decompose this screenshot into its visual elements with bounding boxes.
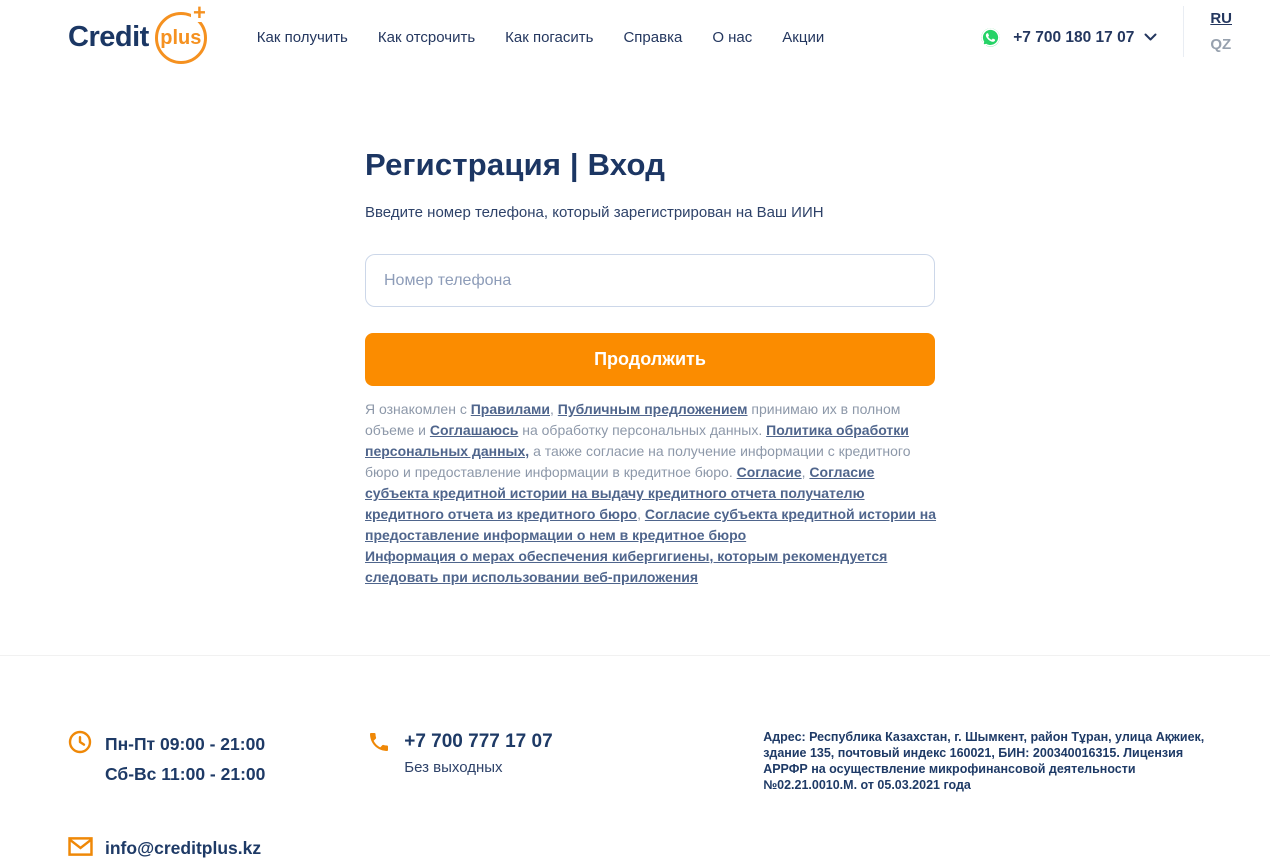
company-address: Адрес: Республика Казахстан, г. Шымкент, район Тұран, улица Ақжиек, здание 135, почтовый индекс 160021, БИН: 200340016315. Лицензия АРРФР на осуществление микрофинансовой деятельности №02.21.0010.М. от 05.03.2021 года <box>763 730 1205 792</box>
footer-address-column <box>763 729 1220 860</box>
footer-phone-block <box>367 729 763 776</box>
plus-icon: + <box>192 0 206 25</box>
legal-text-segment: , <box>801 464 810 480</box>
legal-link[interactable]: Соглашаюсь <box>429 422 519 438</box>
legal-link[interactable]: Политика обработки персональных данных, <box>365 422 909 459</box>
nav-item[interactable]: Как отсрочить <box>377 29 476 46</box>
footer-phone-column <box>367 729 763 860</box>
phone-number-input[interactable] <box>365 254 935 307</box>
page-subtitle: Введите номер телефона, который зарегистрирован на Ваш ИИН <box>365 204 824 221</box>
cyberhygiene-link[interactable]: Информация о мерах обеспечения кибергигиены, которым рекомендуется следовать при использовании веб-приложения <box>365 548 888 585</box>
clock-icon <box>68 730 92 754</box>
legal-text <box>365 399 937 546</box>
phone-icon <box>367 730 391 754</box>
nav-item[interactable]: Как погасить <box>505 29 594 46</box>
logo-plus-text: plus <box>160 26 202 49</box>
nav-item[interactable]: Акции <box>782 29 825 46</box>
legal-text-segment: а также согласие на получение информации с кредитного бюро и предоставление информации в кредитное бюро. <box>365 443 911 480</box>
nav-item[interactable]: Как получить <box>256 29 348 46</box>
legal-text-segment: , <box>637 506 645 522</box>
legal-text-segment: Я ознакомлен с <box>365 401 471 417</box>
lang-ru[interactable]: RU <box>1210 10 1232 27</box>
footer-hours-email-column <box>68 729 367 860</box>
registration-section <box>0 75 935 655</box>
footer-phone-note: Без выходных <box>404 759 503 776</box>
footer-phone-link[interactable]: +7 700 777 17 07 <box>404 731 553 752</box>
email-link[interactable]: info@creditplus.kz <box>105 837 262 858</box>
legal-link[interactable]: Согласие субъекта кредитной истории на выдачу кредитного отчета получателю кредитного отчета из кредитного бюро <box>365 464 875 522</box>
lang-qz[interactable]: QZ <box>1210 36 1232 53</box>
page-title: Регистрация | Вход <box>365 147 666 182</box>
header <box>0 0 1270 75</box>
nav-item[interactable]: О нас <box>712 29 753 46</box>
logo-plus-circle <box>155 0 207 64</box>
working-hours-block <box>68 729 367 789</box>
header-contact <box>980 27 1157 48</box>
legal-text-segment: на обработку персональных данных. <box>518 422 767 438</box>
legal-link[interactable]: Правилами <box>470 401 550 417</box>
email-block <box>68 836 367 860</box>
legal-link[interactable]: Согласие субъекта кредитной истории на предоставление информации о нем в кредитное бюро <box>365 506 937 543</box>
whatsapp-icon[interactable] <box>980 27 1004 48</box>
logo[interactable] <box>68 0 207 64</box>
legal-cyber-paragraph <box>365 546 937 588</box>
chevron-down-icon[interactable] <box>1144 33 1157 42</box>
nav-item[interactable]: Справка <box>623 29 683 46</box>
mail-icon <box>68 836 92 860</box>
legal-link[interactable]: Согласие <box>736 464 802 480</box>
legal-text-segment: , <box>550 401 558 417</box>
legal-text-segment: принимаю их в полном объеме и <box>365 401 901 438</box>
header-phone-link[interactable]: +7 700 180 17 07 <box>1013 28 1135 46</box>
main-nav <box>257 29 824 46</box>
hours-weekend: Сб-Вс 11:00 - 21:00 <box>105 764 266 784</box>
logo-credit-text: Credit <box>68 21 149 53</box>
footer <box>0 655 1270 860</box>
hours-weekdays: Пн-Пт 09:00 - 21:00 <box>105 734 266 754</box>
language-switcher <box>1183 6 1232 57</box>
legal-link[interactable]: Публичным предложением <box>557 401 748 417</box>
continue-button[interactable]: Продолжить <box>365 333 935 386</box>
